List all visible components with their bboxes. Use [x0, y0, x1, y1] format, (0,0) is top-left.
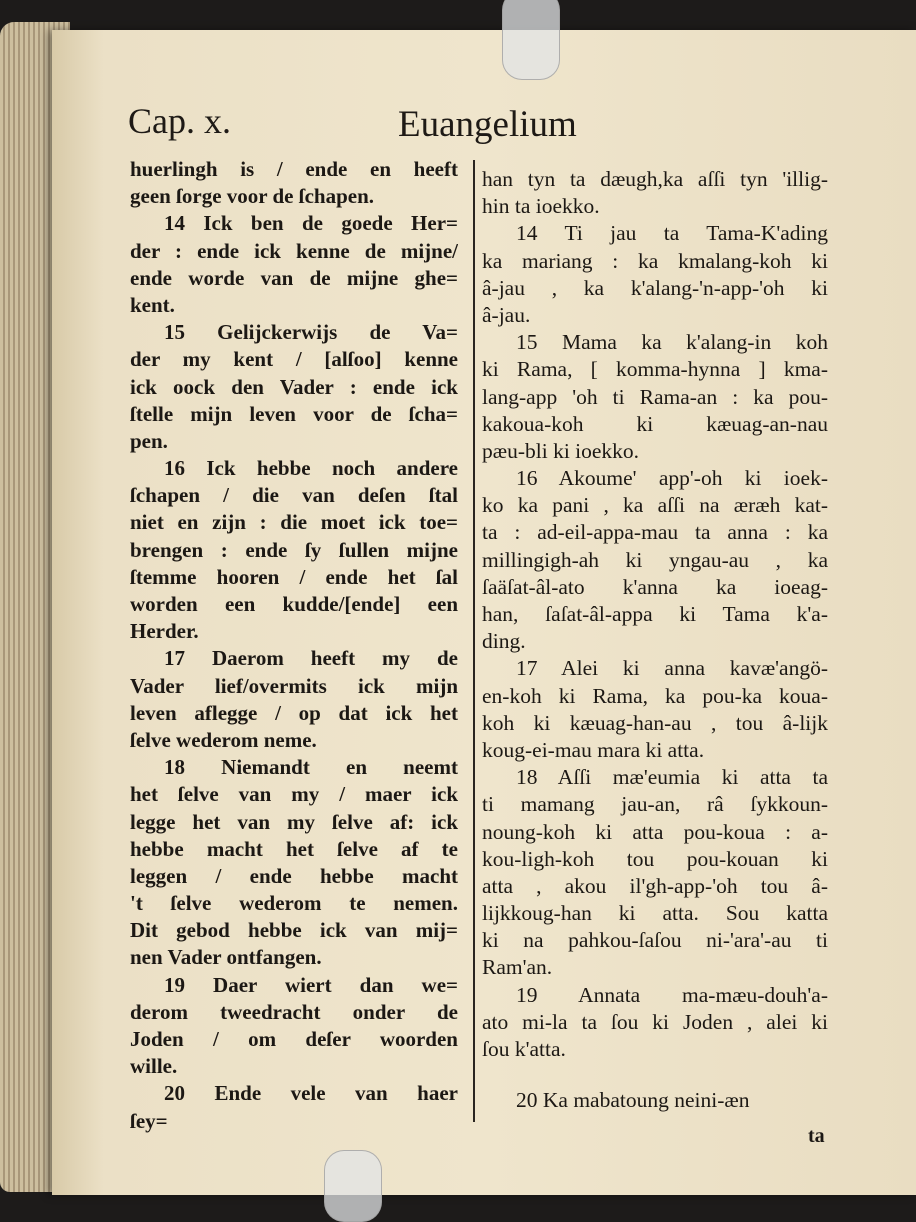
text-line: 16 Akoume' app'-oh ki ioek- — [516, 466, 828, 491]
text-line: het ſelve van my / maer ick — [130, 782, 458, 807]
text-line: 16 Ick hebbe noch andere — [164, 456, 458, 481]
text-line: han tyn ta dæugh,ka aſſi tyn 'illig- — [482, 167, 828, 191]
top-page-clip — [502, 0, 560, 80]
text-line: han, ſaſat-âl-appa ki Tama k'a- — [482, 602, 828, 626]
text-line: ſey= — [130, 1108, 168, 1133]
text-line: legge het van my ſelve af: ick — [130, 809, 458, 834]
text-line: ti mamang jau-an, râ ſykkoun- — [482, 792, 828, 817]
text-line: wille. — [130, 1054, 178, 1079]
dutch-column — [130, 156, 458, 1135]
text-line: Vader lief/overmits ick mijn — [130, 673, 458, 698]
text-line: ick oock den Vader : ende ick — [130, 374, 458, 399]
text-line: pen. — [130, 428, 168, 453]
text-line: ſelve wederom neme. — [130, 727, 317, 752]
text-line: 19 Daer wiert dan we= — [164, 972, 458, 997]
text-line: â-jau. — [482, 302, 531, 327]
text-line: der : ende ick kenne de mijne/ — [130, 238, 458, 263]
text-line: nen Vader ontfangen. — [130, 945, 322, 970]
text-line: noung-koh ki atta pou-koua : a- — [482, 819, 828, 844]
text-line: 15 Mama ka k'alang-in koh — [516, 330, 828, 355]
text-line: 14 Ick ben de goede Her= — [164, 211, 458, 236]
text-line: ding. — [482, 629, 526, 654]
text-line: der my kent / [alſoo] kenne — [130, 347, 458, 372]
text-line: derom tweedracht onder de — [130, 999, 458, 1024]
text-line: 14 Ti jau ta Tama-K'ading — [516, 221, 828, 246]
formosan-column — [482, 166, 828, 1114]
text-line: atta , akou il'gh-app-'oh tou â- — [482, 873, 828, 898]
text-line: leggen / ende hebbe macht — [130, 863, 458, 888]
text-line: koug-ei-mau mara ki atta. — [482, 737, 705, 762]
text-line: ende worde van de mijne ghe= — [130, 265, 458, 290]
text-line: 't ſelve wederom te nemen. — [130, 891, 458, 916]
text-line: brengen : ende ſy ſullen mijne — [130, 537, 458, 562]
text-line: lijkkoug-han ki atta. Sou katta — [482, 901, 828, 926]
text-line: ki na pahkou-ſaſou ni-'ara'-au ti — [482, 928, 828, 953]
text-line: ſchapen / die van deſen ſtal — [130, 483, 458, 508]
text-line: koh ki kæuag-han-au , tou â-lijk — [482, 710, 828, 735]
text-line: ſaäſat-âl-ato k'anna ka ioeag- — [482, 574, 828, 599]
text-line: ki Rama, [ komma-hynna ] kma- — [482, 357, 828, 382]
text-line: ta : ad-eil-appa-mau ta anna : ka — [482, 520, 828, 545]
text-line: ſtelle mijn leven voor de ſcha= — [130, 401, 458, 426]
text-line: Ram'an. — [482, 955, 553, 980]
text-line: 20 Ka mabatoung neini-æn — [516, 1088, 750, 1113]
column-divider — [473, 160, 475, 1122]
text-line: 17 Alei ki anna kavæ'angö- — [516, 656, 828, 681]
bottom-page-clip — [324, 1150, 382, 1222]
text-line: 18 Niemandt en neemt — [164, 755, 458, 780]
text-line: ko ka pani , ka aſſi na æræh kat- — [482, 493, 828, 518]
text-line: kou-ligh-koh tou pou-kouan ki — [482, 846, 828, 871]
text-line: Dit gebod hebbe ick van mij= — [130, 918, 458, 943]
text-line: Joden / om deſer woorden — [130, 1027, 458, 1051]
text-line: millingigh-ah ki yngau-au , ka — [482, 547, 828, 572]
text-line: 17 Daerom heeft my de — [164, 646, 458, 671]
catchword: ta — [808, 1125, 825, 1147]
text-line: 20 Ende vele van haer — [164, 1081, 458, 1106]
text-line: worden een kudde/[ende] een — [130, 592, 458, 616]
text-line: kakoua-koh ki kæuag-an-nau — [482, 411, 828, 436]
text-line: ato mi-la ta ſou ki Joden , alei ki — [482, 1009, 828, 1034]
text-line: niet en zijn : die moet ick toe= — [130, 510, 458, 535]
text-line: 18 Aſſi mæ'eumia ki atta ta — [516, 765, 828, 790]
running-title: Euangelium — [398, 104, 577, 145]
text-line: Herder. — [130, 619, 199, 644]
text-line: 19 Annata ma-mæu-douh'a- — [516, 982, 828, 1007]
text-line: â-jau , ka k'alang-'n-app-'oh ki — [482, 275, 828, 300]
text-line: kent. — [130, 292, 175, 317]
text-line: pæu-bli ki ioekko. — [482, 438, 640, 463]
text-line: lang-app 'oh ti Rama-an : ka pou- — [482, 384, 828, 409]
text-line: huerlingh is / ende en heeft — [130, 157, 458, 181]
text-line: ſtemme hooren / ende het ſal — [130, 564, 458, 589]
text-line: en-koh ki Rama, ka pou-ka koua- — [482, 683, 828, 708]
text-line: hebbe macht het ſelve af te — [130, 836, 458, 861]
text-line: leven aflegge / op dat ick het — [130, 700, 458, 725]
chapter-heading: Cap. x. — [128, 101, 231, 141]
text-line: hin ta ioekko. — [482, 194, 600, 219]
text-line: 15 Gelijckerwijs de Va= — [164, 320, 458, 345]
text-line: geen ſorge voor de ſchapen. — [130, 184, 375, 209]
text-line: ſou k'atta. — [482, 1037, 566, 1061]
text-line: ka mariang : ka kmalang-koh ki — [482, 248, 828, 273]
